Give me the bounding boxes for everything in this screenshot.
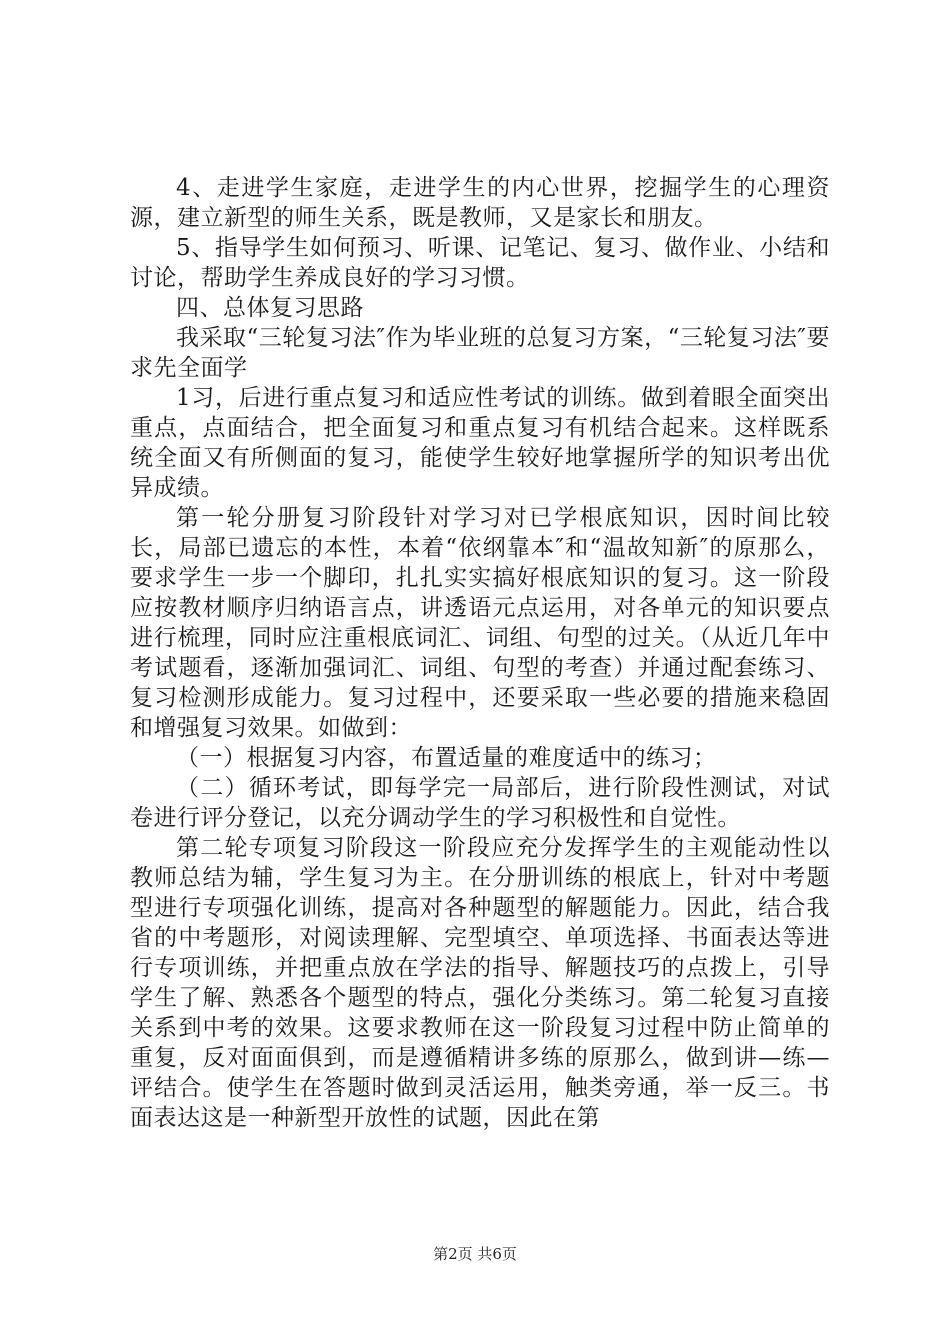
section-heading-review-approach: 四、总体复习思路: [176, 295, 364, 321]
paragraph-method-continued: 1习，后进行重点复习和适应性考试的训练。做到着眼全面突出重点，点面结合，把全面复习和重点复习有机结合起来。这样既系统全面又有所侧面的复习，能使学生较好地掌握所学的知识考出优异成绩。: [130, 385, 830, 501]
paragraph-item-5: 5、指导学生如何预习、听课、记笔记、复习、做作业、小结和讨论，帮助学生养成良好的学习习惯。: [130, 235, 830, 291]
paragraph-item-4: 4、走进学生家庭，走进学生的内心世界，挖掘学生的心理资源，建立新型的师生关系，既是教师，又是家长和朋友。: [130, 175, 830, 231]
paragraph-first-round: 第一轮分册复习阶段针对学习对已学根底知识，因时间比较长，局部已遗忘的本性，本着“依纲靠本″和“温故知新″的原那么，要求学生一步一个脚印，扎扎实实搞好根底知识的复习。这一阶段应按教材顺序归纳语言点，讲透语元点运用，对各单元的知识要点进行梳理，同时应注重根底词汇、词组、句型的过关。（从近几年中考试题看，逐渐加强词汇、词组、句型的考查）并通过配套练习、复习检测形成能力。复习过程中，还要采取一些必要的措施来稳固和增强复习效果。如做到：: [130, 505, 830, 741]
document-body: [130, 173, 830, 1133]
paragraph-list-item-1: （一）根据复习内容，布置适量的难度适中的练习；: [176, 745, 717, 771]
page-footer: 第2页 共6页: [433, 1245, 517, 1263]
paragraph-second-round: 第二轮专项复习阶段这一阶段应充分发挥学生的主观能动性以教师总结为辅，学生复习为主。在分册训练的根底上，针对中考题型进行专项强化训练，提高对各种题型的解题能力。因此，结合我省的中考题形，对阅读理解、完型填空、单项选择、书面表达等进行专项训练，并把重点放在学法的指导、解题技巧的点拨上，引导学生了解、熟悉各个题型的特点，强化分类练习。第二轮复习直接关系到中考的效果。这要求教师在这一阶段复习过程中防止简单的重复，反对面面俱到，而是遵循精讲多练的原那么，做到讲—练—评结合。使学生在答题时做到灵活运用，触类旁通，举一反三。书面表达这是一种新型开放性的试题，因此在第: [130, 835, 830, 1131]
paragraph-list-item-2: （二）循环考试，即每学完一局部后，进行阶段性测试，对试卷进行评分登记，以充分调动学生的学习积极性和自觉性。: [130, 775, 830, 831]
paragraph-three-round-method: 我采取“三轮复习法″作为毕业班的总复习方案，“三轮复习法″要求先全面学: [130, 325, 830, 381]
